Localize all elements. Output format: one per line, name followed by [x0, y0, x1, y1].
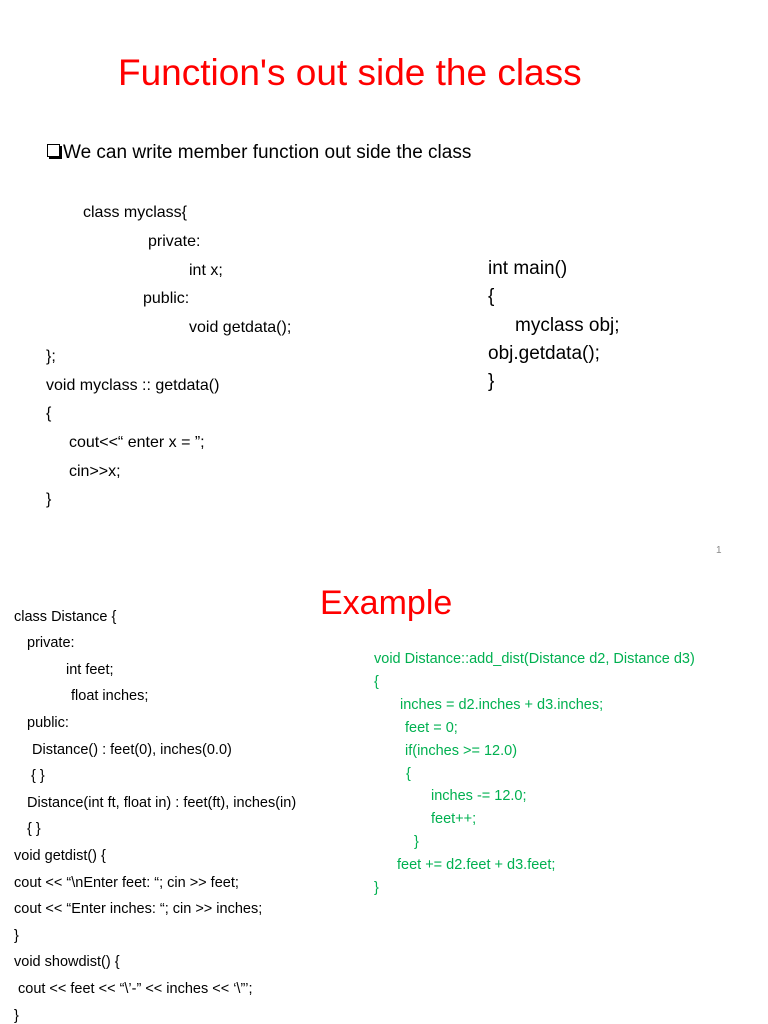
green-code-line: } [374, 880, 379, 896]
green-code-line: void Distance::add_dist(Distance d2, Distance d3) [374, 651, 695, 667]
code-line: { } [27, 821, 41, 837]
green-code-line: { [374, 674, 379, 690]
green-code-line: feet++; [431, 811, 477, 827]
code-line: float inches; [71, 688, 149, 704]
green-code-line: { [406, 766, 411, 782]
code-line: { [46, 405, 52, 422]
code-line: int x; [189, 262, 223, 279]
code-line: cin>>x; [69, 463, 121, 480]
code-line: } [46, 491, 52, 508]
checkbox-bullet-icon [47, 144, 60, 157]
main-code-line: int main() [488, 258, 568, 279]
code-line: cout << “Enter inches: “; cin >> inches; [14, 901, 263, 917]
main-code-line: myclass obj; [515, 315, 620, 336]
code-line: public: [27, 715, 69, 731]
slide-title: Example [320, 584, 453, 622]
green-code-line: } [414, 834, 419, 850]
green-code-line: inches = d2.inches + d3.inches; [400, 697, 604, 713]
slide-title: Function's out side the class [118, 52, 582, 93]
code-line: void getdist() { [14, 848, 106, 864]
green-code-line: feet += d2.feet + d3.feet; [397, 857, 556, 873]
main-code-line: { [488, 286, 495, 307]
code-line: Distance() : feet(0), inches(0.0) [32, 742, 232, 758]
green-code-line: inches -= 12.0; [431, 788, 527, 804]
code-line: void showdist() { [14, 954, 120, 970]
code-line: class Distance { [14, 609, 117, 625]
main-code-line: } [488, 371, 495, 392]
code-line: void getdata(); [189, 319, 292, 336]
code-line: cout << feet << “\’-” << inches << ‘\”’; [18, 981, 253, 997]
code-line: }; [46, 348, 56, 365]
code-line: } [14, 928, 19, 944]
code-line: cout << “\nEnter feet: “; cin >> feet; [14, 875, 239, 891]
page-number: 1 [716, 545, 722, 556]
code-line: class myclass{ [83, 204, 188, 221]
code-line: void myclass :: getdata() [46, 377, 220, 394]
code-line: cout<<“ enter x = ”; [69, 434, 205, 451]
code-line: private: [27, 635, 75, 651]
code-line: } [14, 1008, 19, 1024]
code-line: int feet; [66, 662, 114, 678]
code-line: private: [148, 233, 201, 250]
code-line: { } [31, 768, 45, 784]
code-line: Distance(int ft, float in) : feet(ft), inches(in) [27, 795, 297, 811]
bullet-text: We can write member function out side the class [63, 142, 472, 163]
green-code-line: if(inches >= 12.0) [405, 743, 518, 759]
green-code-line: feet = 0; [405, 720, 458, 736]
code-line: public: [143, 290, 190, 307]
main-code-line: obj.getdata(); [488, 343, 600, 364]
bullet-item [47, 142, 471, 164]
slide-2 [0, 576, 768, 1024]
